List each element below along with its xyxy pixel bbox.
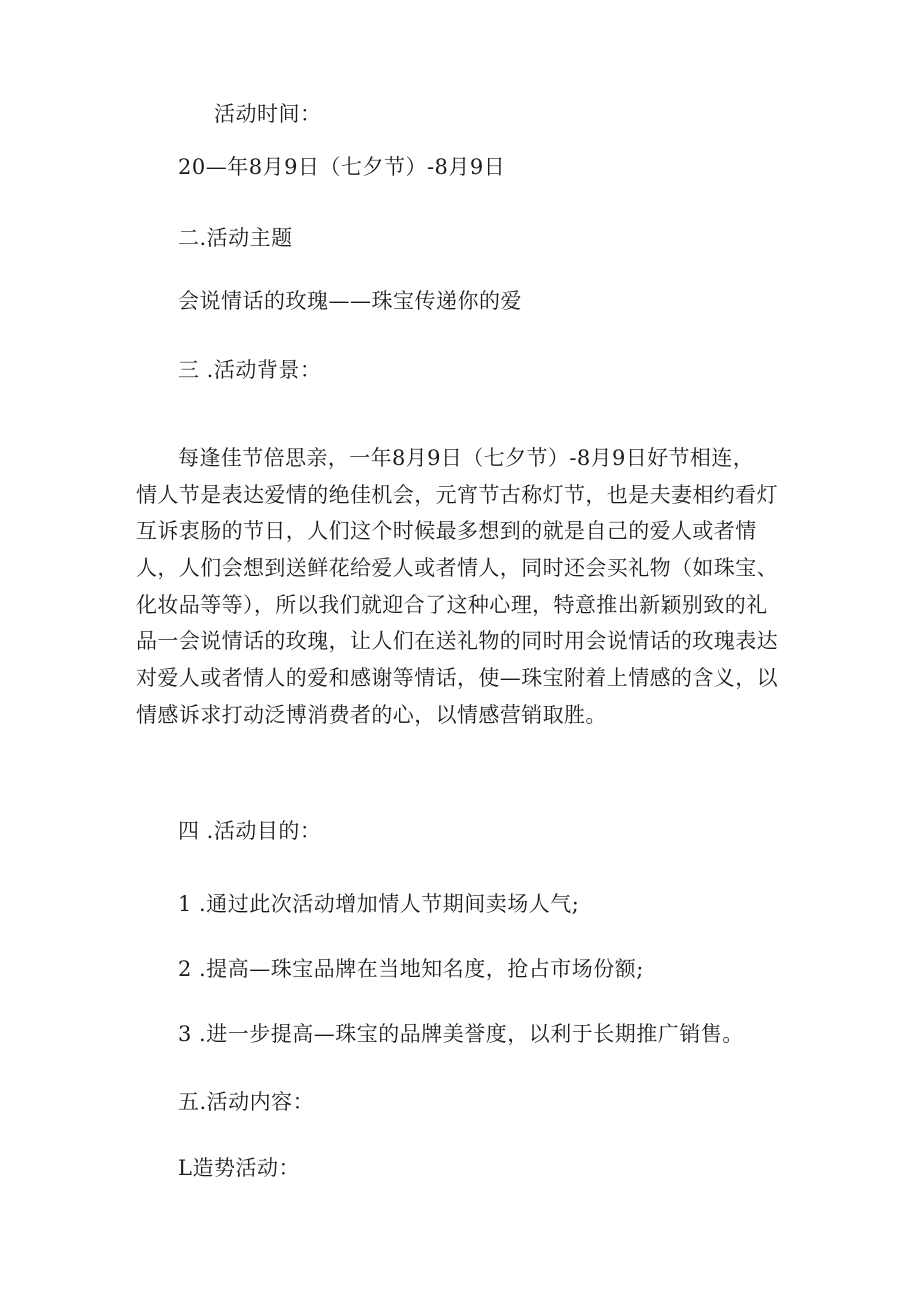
item-l-title: L造势活动： — [178, 1156, 300, 1180]
activity-time-label: 活动时间： — [214, 102, 322, 126]
paragraph-line: 互诉衷肠的节日，人们这个时候最多想到的就是自己的爱人或者情 — [136, 519, 757, 544]
paragraph-line: 每逢佳节倍思亲，一年8月9日（七夕节）-8月9日好节相连， — [178, 446, 755, 470]
paragraph-line: 情感诉求打动泛博消费者的心，以情感营销取胜。 — [136, 702, 607, 727]
paragraph-line: 人，人们会想到送鲜花给爱人或者情人，同时还会买礼物（如珠宝、 — [136, 556, 778, 581]
paragraph-line: 化妆品等等），所以我们就迎合了这种心理，特意推出新颖别致的礼 — [136, 592, 768, 617]
background-paragraph — [136, 440, 788, 734]
section-5-title: 五.活动内容： — [178, 1090, 315, 1114]
paragraph-line: 对爱人或者情人的爱和感谢等情话，使—珠宝附着上情感的含义，以 — [136, 666, 778, 691]
section-3-title: 三 .活动背景： — [178, 358, 322, 382]
section-2-title: 二.活动主题 — [178, 226, 293, 250]
goal-item-2: 2 .提高—珠宝品牌在当地知名度，抢占市场份额; — [178, 957, 644, 981]
goal-item-3: 3 .进一步提高—珠宝的品牌美誉度，以利于长期推广销售。 — [178, 1022, 744, 1046]
section-4-title: 四 .活动目的： — [178, 819, 322, 843]
activity-time-value: 20—年8月9日（七夕节）-8月9日 — [178, 155, 506, 179]
theme-text: 会说情话的玫瑰——珠宝传递你的爱 — [178, 289, 522, 313]
paragraph-line: 情人节是表达爱情的绝佳机会，元宵节古称灯节，也是夫妻相约看灯 — [136, 482, 778, 507]
paragraph-line: 品一会说情话的玫瑰，让人们在送礼物的同时用会说情话的玫瑰表达 — [136, 629, 778, 654]
goal-item-1: 1 .通过此次活动增加情人节期间卖场人气; — [178, 892, 580, 916]
